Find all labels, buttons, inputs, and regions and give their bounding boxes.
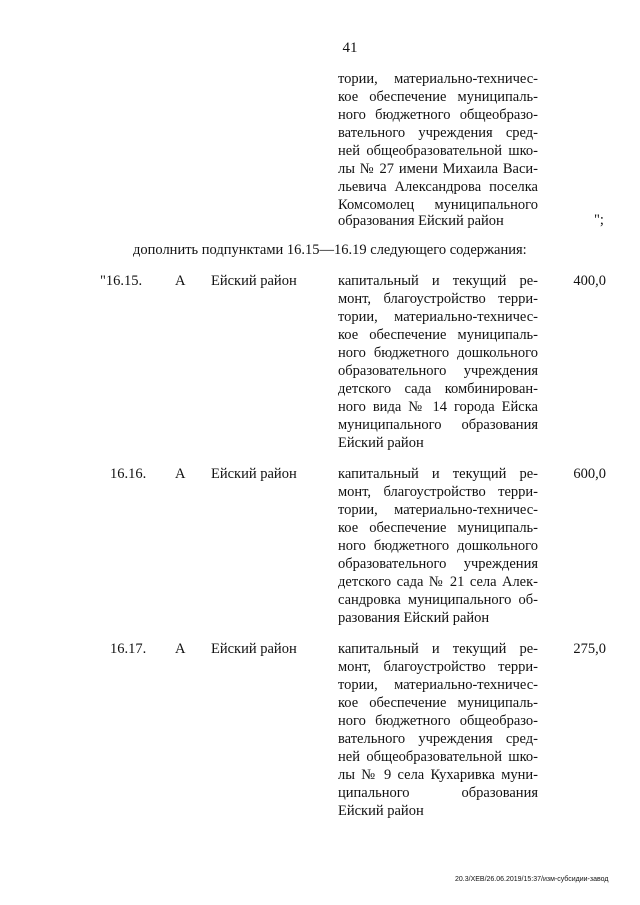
row-amount: 400,0 [573,273,606,289]
continuation-line: образования Ейский район [338,213,504,229]
description-line: ного бюджетного дошкольного [338,538,538,554]
description-line: капитальный и текущий ре- [338,641,538,657]
intro-text: дополнить подпунктами 16.15—16.19 следующего содержания: [133,242,527,258]
continuation-line: ного бюджетного общеобразо- [338,107,538,123]
continuation-line: кое обеспечение муниципаль- [338,89,538,105]
description-line: лы № 9 села Кухаривка муни- [338,767,538,783]
row-category: А [175,641,186,657]
row-category: А [175,466,186,482]
footer-document-code: 20.3/ХЕВ/26.06.2019/15:37/изм-субсидии-завод [455,876,609,883]
description-line: образовательного учреждения [338,556,538,572]
description-line: детского сада комбинирован- [338,381,538,397]
description-line: Ейский район [338,435,424,451]
continuation-line: льевича Александрова поселка [338,179,538,195]
description-line: тории, материально-техничес- [338,309,538,325]
description-line: тории, материально-техничес- [338,502,538,518]
description-line: монт, благоустройство терри- [338,291,538,307]
description-line: кое обеспечение муниципаль- [338,520,538,536]
description-line: кое обеспечение муниципаль- [338,695,538,711]
row-amount: 600,0 [573,466,606,482]
row-amount: 275,0 [573,641,606,657]
continuation-line: Комсомолец муниципального [338,197,538,213]
description-line: разования Ейский район [338,610,490,626]
description-line: капитальный и текущий ре- [338,273,538,289]
description-line: вательного учреждения сред- [338,731,538,747]
description-line: монт, благоустройство терри- [338,484,538,500]
continuation-line: лы № 27 имени Михаила Васи- [338,161,538,177]
row-district: Ейский район [211,466,297,482]
closing-quote-mark: "; [594,212,604,228]
row-district: Ейский район [211,273,297,289]
description-line: капитальный и текущий ре- [338,466,538,482]
description-line: ного вида № 14 города Ейска [338,399,538,415]
description-line: образовательного учреждения [338,363,538,379]
description-line: ного бюджетного дошкольного [338,345,538,361]
continuation-line: ней общеобразовательной шко- [338,143,538,159]
description-line: детского сада № 21 села Алек- [338,574,538,590]
description-line: муниципального образования [338,417,538,433]
row-number: "16.15. [100,273,143,289]
description-line: ципального образования [338,785,538,801]
description-line: ней общеобразовательной шко- [338,749,538,765]
row-category: А [175,273,186,289]
description-line: тории, материально-техничес- [338,677,538,693]
row-number: 16.17. [110,641,147,657]
description-line: кое обеспечение муниципаль- [338,327,538,343]
page-number: 41 [342,40,358,56]
description-line: ного бюджетного общеобразо- [338,713,538,729]
description-line: сандровка муниципального об- [338,592,538,608]
continuation-line: вательного учреждения сред- [338,125,538,141]
description-line: монт, благоустройство терри- [338,659,538,675]
row-number: 16.16. [110,466,147,482]
description-line: Ейский район [338,803,424,819]
continuation-line: тории, материально-техничес- [338,71,538,87]
row-district: Ейский район [211,641,297,657]
